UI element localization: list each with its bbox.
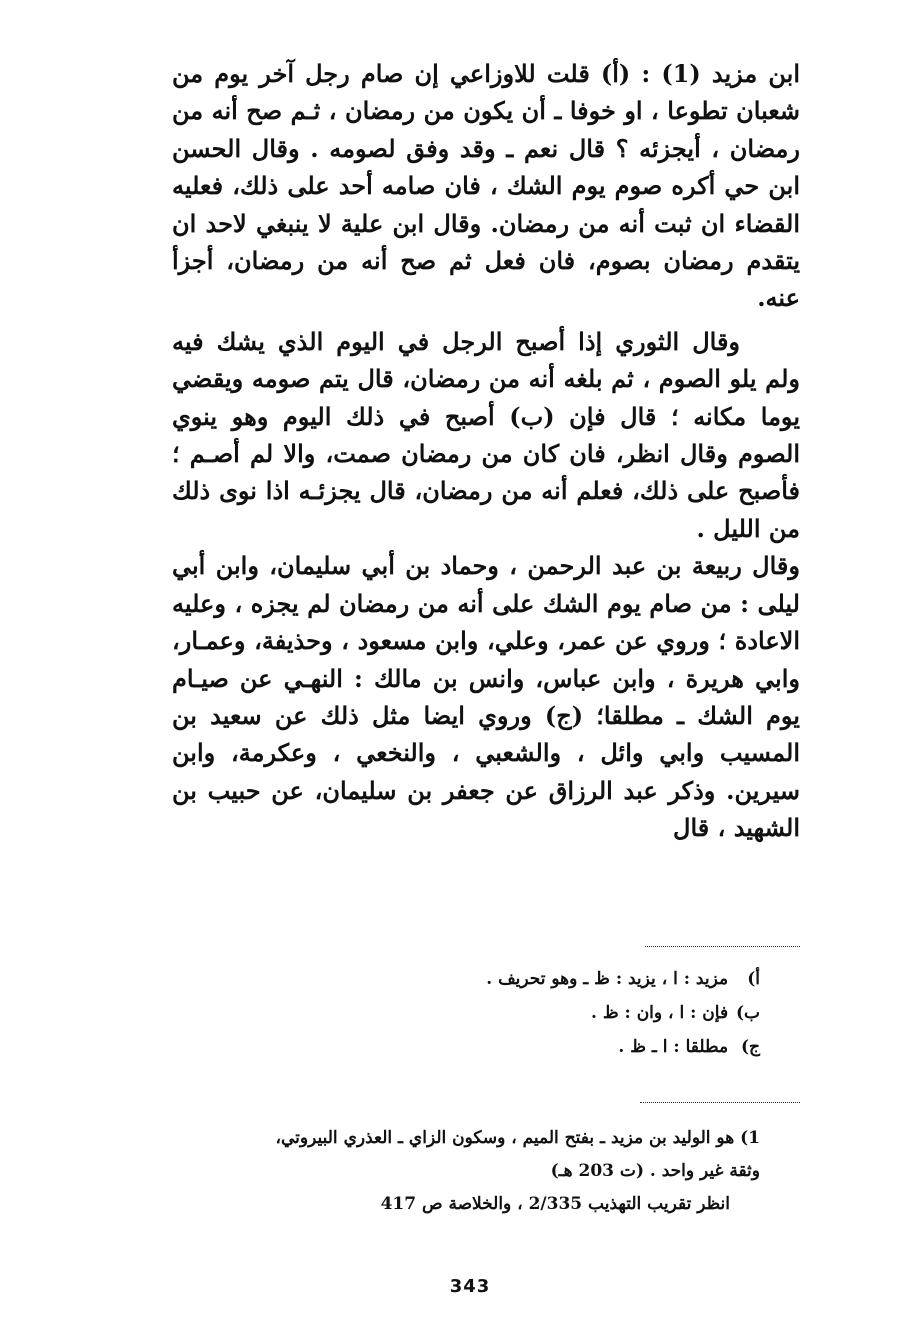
variant-marker: ج) — [740, 1037, 760, 1057]
page-number: 343 — [449, 1276, 491, 1297]
footnote-line-2: وثقة غير واحد . (ت 203 هـ) — [550, 1161, 760, 1181]
footnote-marker: 1) — [740, 1128, 760, 1148]
main-text-block — [172, 55, 800, 847]
variant-text: مزيد : ا ، يزيد : ظ ـ وهو تحريف . — [486, 969, 729, 989]
footnote-text: هو الوليد بن مزيد ـ بفتح الميم ، وسكون الزاي ـ العذري البيروتي، — [275, 1128, 735, 1148]
variant-marker: ب) — [735, 1003, 760, 1023]
footnotes — [160, 1122, 760, 1221]
paragraph-3: وقال ربيعة بن عبد الرحمن ، وحماد بن أبي سليمان، وابن أبي ليلى : من صام يوم الشك على أنه من رمضان لم يجزه ، وعليه الاعادة ؛ وروي عن عمر، وعلي، وابن مسعود ، وحذيفة، وعمـار، وابي هريرة ، وابن عباس، وانس بن مالك : النهـي عن صيـام يوم الشك ـ مطلقا؛ (ج) وروي ايضا مثل ذلك عن سعيد بن المسيب وابي وائل ، والشعبي ، والنخعي ، وعكرمة، وابن سيرين. وذكر عبد الرزاق عن جعفر بن سليمان، عن حبيب بن الشهيد ، قال — [172, 551, 800, 843]
variant-text: مطلقا : ا ـ ظ . — [618, 1037, 729, 1057]
variant-marker: أ) — [747, 969, 760, 989]
variant-readings — [330, 962, 760, 1064]
variant-line-c — [330, 1030, 760, 1064]
variant-line-a — [330, 962, 760, 996]
paragraph-1: ابن مزيد (1) : (أ) قلت للاوزاعي إن صام رجل آخر يوم من شعبان تطوعا ، او خوفا ـ أن يكون من رمضان ، ثـم صح أنه من رمضان ، أيجزئه ؟ قال نعم ـ وقد وفق لصومه . وقال الحسن ابن حي أكره صوم يوم الشك ، فان صامه أحد على ذلك، فعليه القضاء ان ثبت أنه من رمضان. وقال ابن علية لا ينبغي لاحد ان يتقدم رمضان بصوم، فان فعل ثم صح أنه من رمضان، أجزأ عنه. — [172, 59, 800, 313]
variant-line-b — [330, 996, 760, 1030]
variants-separator — [645, 946, 800, 947]
paragraph-2: وقال الثوري إذا أصبح الرجل في اليوم الذي يشك فيه ولم يلو الصوم ، ثم بلغه أنه من رمضان، قال يتم صومه ويقضي يوما مكانه ؛ قال فإن (ب) أصبح في ذلك اليوم وهو ينوي الصوم وقال انظر، فان كان من رمضان صمت، والا لم أصـم ؛ فأصبح على ذلك، فعلم أنه من رمضان، قال يجزئـه اذا نوى ذلك من الليل . — [172, 326, 800, 543]
footnotes-separator — [640, 1102, 800, 1103]
variant-text: فإن : ا ، وان : ظ . — [591, 1003, 729, 1023]
footnote-line-1 — [160, 1122, 760, 1155]
footnote-line-3: انظر تقريب التهذيب 2/335 ، والخلاصة ص 417 — [380, 1194, 730, 1214]
